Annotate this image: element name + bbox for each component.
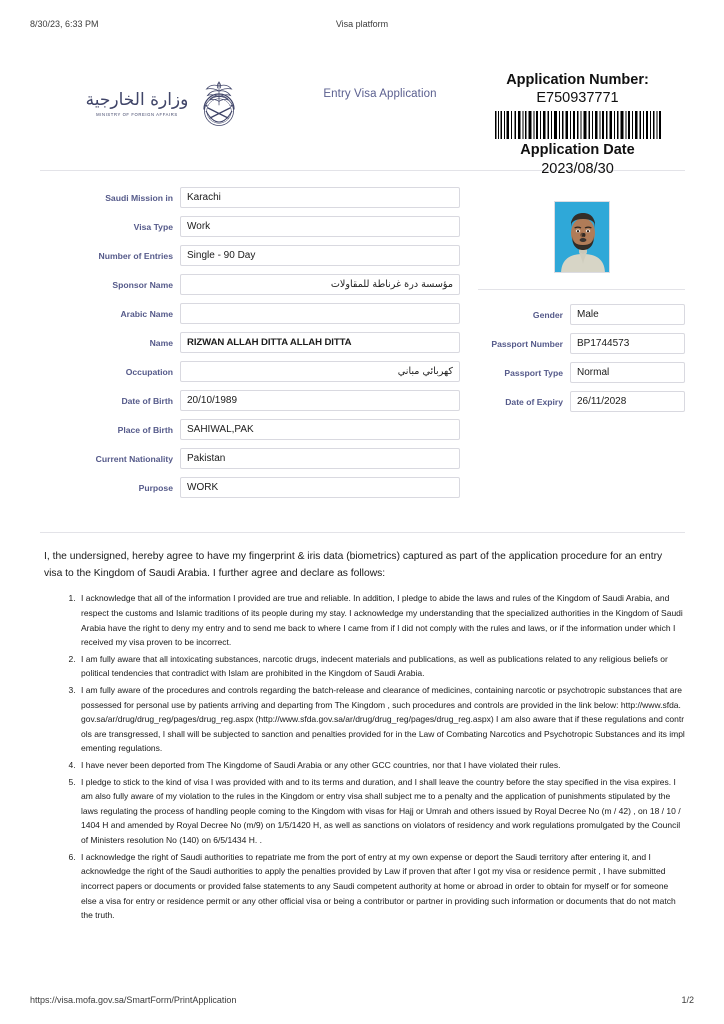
field-gender — [478, 304, 685, 325]
declaration-intro: I, the undersigned, hereby agree to have my fingerprint & iris data (biometrics) captured as part of the application procedure for an entry visa to the Kingdom of Saudi Arabia. I further agree and declare as follows: — [44, 551, 663, 579]
field-label: Date of Birth — [121, 395, 173, 406]
field-occupation — [40, 361, 460, 382]
field-value[interactable]: 26/11/2028 — [570, 391, 685, 412]
print-footer-page-number: 1/2 — [681, 995, 694, 1005]
print-header-title: Visa platform — [335, 19, 389, 29]
field-place-of-birth — [40, 419, 460, 440]
list-item: 2. I am fully aware that all intoxicating substances, narcotic drugs, indecent materials and publications, as well as publications related to any religious beliefs or political tendencies that contradict with Islam are prohibited in the Kingdom of Saudi Arabia. — [78, 652, 685, 681]
field-value[interactable]: SAHIWAL,PAK — [180, 419, 460, 440]
print-header-timestamp: 8/30/23, 6:33 PM — [30, 19, 99, 29]
field-value[interactable] — [180, 303, 460, 324]
field-label: Passport Number — [491, 338, 563, 349]
field-label: Saudi Mission in — [105, 192, 173, 203]
field-value[interactable]: كهربائي مباني — [180, 361, 460, 382]
branding-row — [40, 52, 685, 177]
list-item: 1. I acknowledge that all of the information I provided are true and reliable. In addition, I pledge to abide the laws and rules of the Kingdom of Saudi Arabia, and respect the customs and Islamic traditions of its people during my stay. I acknowledge my understanding that the specialized authorities in the Kingdom of Saudi Arabia have the right to deny my entry and to send me back to where I came from if I did not comply with the rules and laws, or if the information under which I received my visa proven to be incorrect. — [78, 591, 685, 649]
print-footer — [0, 995, 724, 1005]
application-identity-block — [470, 60, 685, 178]
field-passport-number — [478, 333, 685, 354]
list-item: 3. I am fully aware of the procedures and controls regarding the batch-release and clearance of medicines, containing narcotic or psychotropic substances that are possessed for personal use by patients arriving and departing from The Kingdom , such procedures and controls are provided in the link below: http://www.sfda.gov.sa/ar/drug/drug_reg/pages/drug_reg.aspx (http://www.sfda.gov.sa/ar/drug/drug_reg/pages/drug_reg.aspx) I am also aware that if these regulations and controls are transgressed, I shall will be subjected to sanction and penalties provided for in the Law of Combating Narcotics and Psychotropic Substances and its implementing regulations. — [78, 683, 685, 756]
field-saudi-mission-in — [40, 187, 460, 208]
field-label: Sponsor Name — [112, 279, 173, 290]
ministry-logo — [40, 60, 290, 130]
field-label: Purpose — [138, 482, 173, 493]
page-title: Entry Visa Application — [323, 88, 437, 100]
list-item: 6. I acknowledge the right of Saudi authorities to repatriate me from the port of entry at my own expense or deport the Saudi territory after entering it, and I acknowledge the right of the Saudi authorities to apply the penalties provided by Law if proven that after I got my visa or residence permit , I have submitted incorrect papers or documents or provided false statements to any Saudi competent authority at home or abroad in order to obtain for myself or for someone else a visa for entry or residence permit or any other official visa or being a contributor or partner in providing such information or documents that do not match the truth. — [78, 850, 685, 923]
field-label: Current Nationality — [95, 453, 173, 464]
field-value[interactable]: Male — [570, 304, 685, 325]
application-number-value: E750937771 — [536, 90, 619, 107]
list-item: 4. I have never been deported from The Kingdome of Saudi Arabia or any other GCC countries, nor that I have violated their rules. — [78, 758, 685, 773]
application-form — [40, 171, 685, 506]
print-header — [0, 19, 724, 29]
field-label: Occupation — [125, 366, 173, 377]
field-arabic-name — [40, 303, 460, 324]
field-value[interactable]: مؤسسة درة غرناطة للمقاولات — [180, 274, 460, 295]
field-passport-type — [478, 362, 685, 383]
application-number-label: Application Number: — [506, 72, 649, 88]
field-label: Date of Expiry — [505, 396, 563, 407]
field-value[interactable]: WORK — [180, 477, 460, 498]
field-value[interactable]: Karachi — [180, 187, 460, 208]
field-date-of-birth — [40, 390, 460, 411]
field-label: Gender — [532, 309, 563, 320]
field-label: Visa Type — [133, 221, 173, 232]
field-name — [40, 332, 460, 353]
applicant-photo-image — [555, 202, 610, 273]
field-purpose — [40, 477, 460, 498]
field-value[interactable]: Work — [180, 216, 460, 237]
form-left-column — [40, 187, 460, 506]
ministry-logo-english-text: MINISTRY OF FOREIGN AFFAIRS — [96, 111, 178, 117]
field-label: Number of Entries — [98, 250, 173, 261]
declaration-list — [40, 591, 685, 922]
ministry-logo-arabic-text: وزارة الخارجية — [85, 89, 189, 110]
field-value[interactable]: Normal — [570, 362, 685, 383]
saudi-emblem-icon — [194, 78, 244, 130]
field-sponsor-name — [40, 274, 460, 295]
field-value[interactable]: Pakistan — [180, 448, 460, 469]
list-item: 5. I pledge to stick to the kind of visa I was provided with and to its terms and duration, and I shall leave the country before the stay specified in the visa expires. I am also fully aware of my violation to the rules in the Kingdom or entry visa shall subject me to a penalty and the application of punishments stipulated by the laws regulating the process of handling people coming to the Kingdom with visas for Hajj or Umrah and others issued by Royal Decree No (m / 42) , on 18 / 10 / 1404 H and amended by Royal Decree No (m/9) on 1/5/1420 H, as well as sanctions on violators of residency and work regulations promulgated by the Council of Ministers resolution No (140) on 6/5/1434 H. . — [78, 775, 685, 848]
field-visa-type — [40, 216, 460, 237]
barcode-icon — [494, 111, 662, 139]
field-label: Name — [149, 337, 173, 348]
application-date-label: Application Date — [520, 142, 635, 159]
applicant-photo — [554, 201, 610, 273]
field-value[interactable]: Single - 90 Day — [180, 245, 460, 266]
document-page — [40, 52, 685, 925]
application-date-value: 2023/08/30 — [541, 160, 614, 177]
field-current-nationality — [40, 448, 460, 469]
applicant-photo-wrap — [478, 187, 685, 289]
field-label: Place of Birth — [117, 424, 173, 435]
field-value[interactable]: BP1744573 — [570, 333, 685, 354]
photo-divider — [478, 289, 685, 290]
field-value[interactable]: 20/10/1989 — [180, 390, 460, 411]
field-label: Passport Type — [504, 367, 563, 378]
field-label: Arabic Name — [120, 308, 173, 319]
form-right-column — [460, 187, 685, 506]
print-footer-url: https://visa.mofa.gov.sa/SmartForm/PrintApplication — [30, 995, 237, 1005]
document-title-block — [290, 60, 470, 100]
field-value[interactable]: RIZWAN ALLAH DITTA ALLAH DITTA — [180, 332, 460, 353]
field-number-of-entries — [40, 245, 460, 266]
field-date-of-expiry — [478, 391, 685, 412]
